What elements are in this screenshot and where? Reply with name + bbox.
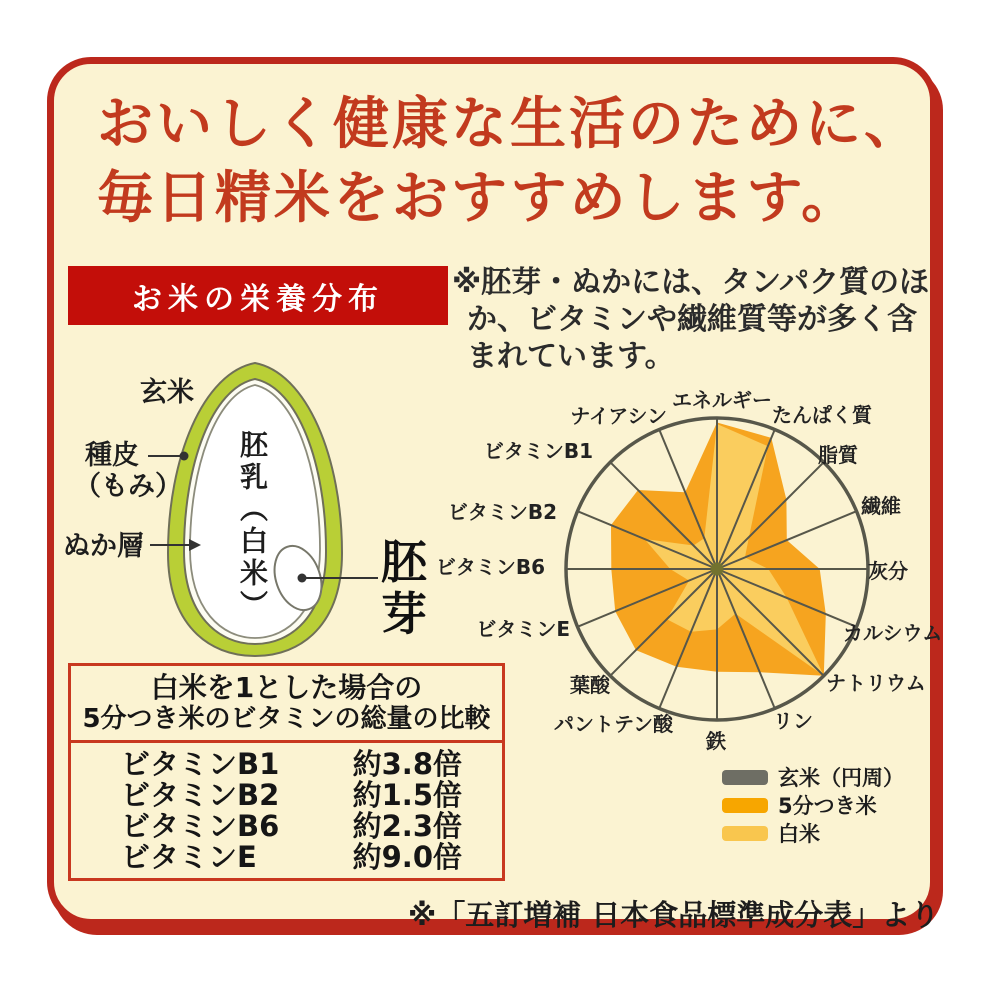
radar-axis-label: 脂質 — [818, 443, 858, 467]
table-header-line1: 白米を1とした場合の — [150, 671, 423, 704]
seed-coat-pointer-dot — [180, 452, 189, 461]
radar-axis-label: ナイアシン — [570, 404, 667, 428]
main-title-line1: おいしく健康な生活のために、 — [97, 92, 923, 157]
row-label: ビタミンB6 — [121, 809, 280, 843]
legend-item — [722, 822, 904, 846]
row-value: 約9.0倍 — [352, 840, 462, 874]
label-seed-coat-l1: 種皮 — [85, 440, 139, 471]
comparison-table-header — [71, 666, 502, 743]
radar-legend — [722, 768, 904, 852]
radar-axis-label: 繊維 — [861, 494, 901, 518]
legend-label: 5分つき米 — [778, 794, 877, 818]
radar-axis-label: リン — [773, 709, 813, 733]
radar-axis-label: カルシウム — [843, 621, 943, 645]
radar-axis-label: パントテン酸 — [554, 712, 673, 736]
radar-axis-label: エネルギー — [672, 388, 772, 412]
label-brown-rice: 玄米 — [140, 377, 194, 408]
row-label: ビタミンB1 — [121, 747, 280, 781]
label-seed-coat-l2: （もみ） — [74, 471, 182, 502]
legend-label: 玄米（円周） — [778, 766, 904, 790]
row-value: 約3.8倍 — [352, 747, 462, 781]
radar-axis-label: ビタミンE — [476, 617, 570, 641]
label-bran-layer: ぬか層 — [63, 531, 144, 562]
section-badge: お米の栄養分布 — [68, 266, 448, 325]
table-header-line2: 5分つき米のビタミンの総量の比較 — [82, 704, 491, 734]
row-value: 約1.5倍 — [352, 778, 462, 812]
radar-axis-label: ナトリウム — [826, 671, 926, 695]
table-row — [71, 811, 502, 842]
radar-axis-label: たんぱく質 — [772, 403, 872, 427]
legend-swatch-5bu — [722, 798, 768, 813]
comparison-table — [68, 663, 505, 881]
main-title — [97, 88, 957, 236]
radar-axis-label: ビタミンB6 — [435, 555, 545, 579]
radar-axis-label: ビタミンB1 — [483, 439, 593, 463]
radar-axis-label: 灰分 — [868, 559, 908, 583]
table-row — [71, 842, 502, 873]
legend-item — [722, 794, 904, 818]
row-label: ビタミンB2 — [121, 778, 280, 812]
radar-axis-label: 鉄 — [706, 729, 726, 753]
legend-swatch-hakumai — [722, 826, 768, 841]
row-value: 約2.3倍 — [352, 809, 462, 843]
radar-axis-label: ビタミンB2 — [447, 500, 557, 524]
source-note: ※「五訂増補 日本食品標準成分表」より — [408, 898, 940, 932]
side-note-line: まれています。 — [467, 339, 675, 374]
side-note-line: ※胚芽・ぬかには、タンパク質のほ — [452, 265, 930, 300]
radar-axis-label: 葉酸 — [570, 673, 610, 697]
label-endosperm: 胚乳（白米） — [236, 430, 269, 622]
main-title-line2: 毎日精米をおすすめします。 — [97, 166, 861, 231]
legend-label: 白米 — [778, 822, 820, 846]
side-note-line: か、ビタミンや繊維質等が多く含 — [467, 302, 917, 337]
radar-center-dot — [711, 563, 724, 576]
table-row — [71, 780, 502, 811]
table-row — [71, 749, 502, 780]
comparison-table-body — [71, 743, 502, 873]
row-label: ビタミンE — [121, 840, 257, 874]
legend-item — [722, 766, 904, 790]
legend-swatch-genmai — [722, 770, 768, 785]
label-germ: 胚芽 — [381, 535, 427, 641]
